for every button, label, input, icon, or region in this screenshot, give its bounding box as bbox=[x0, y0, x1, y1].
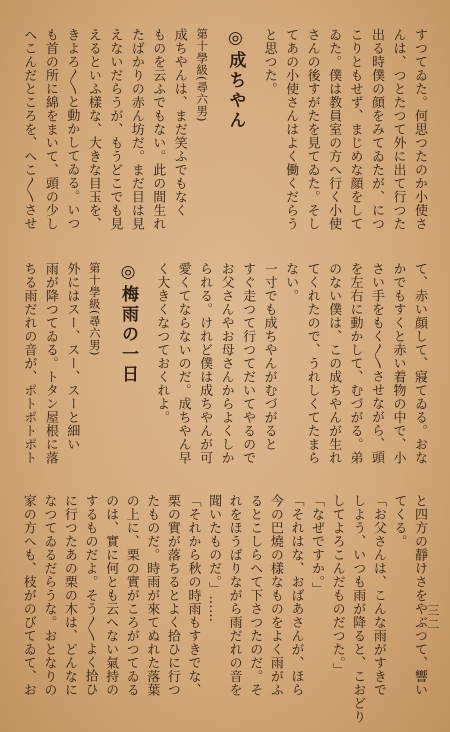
article-title: ◎梅雨の一日 bbox=[117, 262, 138, 385]
author-grade: 第十學級(尋六男) bbox=[87, 262, 102, 356]
text-column: と四方の靜けさをやぶつて、響い bbox=[412, 494, 427, 697]
text-column: るとこしらへて下さつたのだ。そ bbox=[247, 494, 263, 697]
text-column: こりともせず、まじめな顔をして bbox=[347, 28, 363, 231]
text-column: の上に、栗の實がころがつてゐる bbox=[123, 494, 139, 697]
middle-text-band bbox=[18, 262, 430, 484]
text-column: ものを云ふでもない。此の間生れ bbox=[150, 28, 166, 231]
text-column: 「それから秋の時雨もすきでな、 bbox=[185, 494, 201, 697]
text-column: 聞いたものだ。」…… bbox=[206, 494, 222, 623]
text-column: しよう、いつも雨が降ると、こおどり bbox=[350, 494, 366, 724]
text-column: えるといふ樣な、大きな目玉を、 bbox=[85, 28, 101, 231]
text-column: と思つた。 bbox=[261, 28, 277, 96]
text-column: お父さんやお母さんからよくしか bbox=[218, 262, 234, 465]
author-byline bbox=[190, 28, 213, 122]
text-column: 今の巴燒の樣なものをよく雨がふ bbox=[267, 494, 283, 697]
text-column: してよろこんだものだつた。」 bbox=[329, 494, 345, 677]
text-column: も首の所に綿をまいて、頭の少し bbox=[42, 28, 58, 231]
author-name bbox=[190, 36, 191, 122]
text-column: を左右に動かして、むづがる。弟 bbox=[347, 262, 363, 465]
text-column: かでもすくと赤い着物の中で、小 bbox=[390, 262, 406, 465]
text-column: 「なぜですか。」 bbox=[309, 494, 325, 596]
author-grade: 第十學級(尋六男) bbox=[195, 28, 210, 122]
text-column: のない僕は、この成ちやんが生れ bbox=[326, 262, 342, 465]
text-column: すつてゐた。何思つたのか小使さ bbox=[412, 28, 427, 231]
text-column: 外にはスー、スー、スーと細い bbox=[64, 262, 80, 451]
text-column: に行つたあの栗の木は、どんなに bbox=[61, 494, 77, 697]
text-column: へこんだところを、へこ〳〵させ bbox=[21, 28, 37, 230]
text-column: きよろ〳〵と動かしてゐる。いつ bbox=[64, 28, 80, 230]
text-column: 成ちやんは、まだ笑ふでもなく bbox=[171, 28, 187, 217]
text-column: んは、つとたつて外に出て行つた bbox=[390, 28, 406, 231]
text-column: えないだらうが、もうどこでも見 bbox=[107, 28, 123, 231]
text-column: ない。 bbox=[283, 262, 299, 303]
text-column: 愛くてならないのだ。成ちやん早 bbox=[175, 262, 191, 465]
text-column: 家の方へも、枝がのびてゐて、お bbox=[20, 494, 36, 697]
text-column: ちる雨だれの音が、ポトポトポト bbox=[21, 262, 37, 465]
text-column: さい手をもく〳〵させながら、頭 bbox=[369, 262, 385, 464]
text-column: られる。けれど僕は成ちやんが可 bbox=[197, 262, 213, 465]
text-column: ゐた。僕は教員室の方へ行く小使 bbox=[326, 28, 342, 231]
text-column: さんの後すがたを見てゐた。そし bbox=[304, 28, 320, 231]
text-column: 栗の實が落ちるとよく拾ひに行つ bbox=[164, 494, 180, 697]
text-column: 出る時僕の顔をみてゐたが、につ bbox=[369, 28, 385, 231]
text-column: て、赤い顔して、寢てゐる。おな bbox=[412, 262, 427, 465]
text-column: れをほうばりながら雨だれの音を bbox=[226, 494, 242, 697]
author-byline bbox=[82, 262, 105, 356]
text-column: すぐ走つて行つてだいてやるので bbox=[240, 262, 256, 465]
text-column: するものだよ。そう〳〵よく拾ひ bbox=[82, 494, 98, 696]
text-column: く大きくなつておくれよ。 bbox=[154, 262, 170, 424]
page-number: 三二 bbox=[426, 604, 440, 632]
text-column: 「お父さんは、こんな雨がすきで bbox=[370, 494, 386, 697]
author-name bbox=[82, 270, 83, 356]
text-column: たものだ。時雨が來てぬれた落葉 bbox=[144, 494, 160, 697]
text-column: 雨が降つてゐる。トタン屋根に落 bbox=[42, 262, 58, 465]
text-column: てあの小使さんはよく働くだらう bbox=[283, 28, 299, 231]
text-column: 「それはな、おばあさんが、ほら bbox=[288, 494, 304, 697]
text-column: てくる。 bbox=[391, 494, 407, 548]
bottom-text-band bbox=[18, 494, 430, 724]
text-column: なつてゐるだらうな。おとなりの bbox=[41, 494, 57, 697]
article-title: ◎成ちやん bbox=[225, 28, 246, 131]
text-column: たばかりの赤ん坊だ。まだ目は見 bbox=[128, 28, 144, 231]
text-column: のは、實に何とも云へない氣持の bbox=[103, 494, 119, 697]
top-text-band bbox=[18, 28, 430, 250]
text-column: 一寸でも成ちやんがむづがると bbox=[261, 262, 277, 451]
text-column: てくれたので、うれしくてたまら bbox=[304, 262, 320, 465]
